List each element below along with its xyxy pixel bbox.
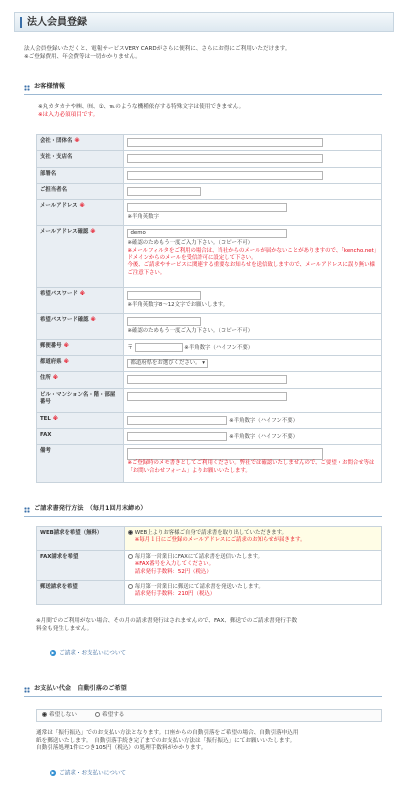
billing-fax-label: FAX請求を希望 [37, 551, 125, 581]
memo-warning: ※ご登録時のメモ書きとしてご利用ください。弊社では確認いたしませんので、ご要望・お問合せ等は「お問い合わせフォーム」よりお願いいたします。 [127, 460, 375, 474]
customer-form-table [36, 134, 382, 483]
customer-notes [38, 104, 244, 119]
billing-row-mail [37, 581, 382, 605]
password-confirm-hint: ※確認のためもう一度ご入力下さい。（コピー不可） [127, 328, 254, 335]
billing-mail-label: 郵送請求を希望 [37, 581, 125, 605]
password-label: 希望パスワード ※ [37, 288, 124, 314]
person-label: ご担当者名 [37, 183, 124, 199]
email-confirm-label: メールアドレス確認 ※ [37, 226, 124, 288]
email-confirm-hint: ※確認のためもう一度ご入力下さい。（コピー不可） [127, 240, 254, 247]
billing-info-link[interactable] [50, 650, 126, 658]
row-person [37, 183, 382, 199]
auto-debit-yes-radio[interactable] [95, 712, 100, 717]
billing-web-text: WEB上よりお客様ご自身で請求書を取り出していただきます。 [134, 530, 287, 536]
email-input[interactable] [127, 203, 287, 212]
payment-note-line-2: 紙を郵送いたします。 自動引落手続き完了までのお支払い方法は「振行振込」にてお願いいたします。 [36, 737, 296, 744]
row-building [37, 388, 382, 412]
password-confirm-input[interactable] [127, 317, 201, 326]
row-dept [37, 167, 382, 183]
payment-note [36, 730, 386, 753]
zip-prefix: 〒 [127, 345, 133, 352]
company-label: 会社・団体名 ※ [37, 135, 124, 151]
building-input[interactable] [127, 392, 287, 401]
required-note: ※は入力必須項目です。 [38, 111, 99, 118]
dot-grid-icon [24, 507, 30, 513]
customer-section-heading [24, 82, 382, 95]
tel-hint: ※半角数字（ハイフン不要） [229, 417, 298, 424]
intro-line-2: ※ご登録費用、年会費等は一切かかりません。 [24, 53, 141, 60]
row-email-confirm [37, 226, 382, 288]
intro-line-1: 法人会員登録いただくと、電報サービスVERY CARDがさらに便利に、さらにお得にご利用いただけます。 [24, 46, 291, 52]
billing-web-radio[interactable] [128, 530, 133, 535]
page-title: 法人会員登録 [27, 17, 87, 28]
customer-section-title: お客様情報 [34, 83, 65, 90]
page-title-bar [14, 12, 394, 32]
arrow-circle-icon: ▶ [51, 770, 55, 775]
billing-fax-text: 毎月第一営業日にFAXにて請求書を送信いたします。 [134, 554, 263, 560]
billing-mail-fee: 請求発行手数料：210円（税込） [134, 591, 216, 598]
payment-section-title: お支払い代金 自動引落のご希望 [34, 685, 127, 692]
fax-input[interactable] [127, 432, 227, 441]
password-input[interactable] [127, 291, 201, 300]
email-notice-warning: 今後、ご請求やサービスに関連する重要なお知らせを送信致しますので、メールアドレスに誤り無い様ご注意下さい。 [127, 262, 375, 276]
billing-note [36, 618, 386, 633]
prefecture-select[interactable]: 都道府県をお選びください。 ▾ [127, 359, 208, 368]
billing-web-note: ※毎月１日にご登録のメールアドレスにご請求のお知らせが届きます。 [134, 537, 306, 544]
billing-fax-fee: 請求発行手数料：52円（税込） [134, 568, 212, 575]
billing-mail-radio[interactable] [128, 584, 133, 589]
billing-web-label: WEB請求を希望（無料） [37, 527, 125, 551]
address-input[interactable] [127, 375, 287, 384]
billing-note-line-2: 料金も発生しません。 [36, 625, 93, 632]
tel-label: TEL ※ [37, 412, 124, 428]
row-fax [37, 429, 382, 445]
row-branch [37, 151, 382, 167]
arrow-circle-icon: ▶ [51, 650, 55, 655]
person-input[interactable] [127, 187, 201, 196]
zip-input[interactable] [135, 343, 183, 352]
address-label: 住所 ※ [37, 372, 124, 388]
fax-hint: ※半角数字（ハイフン不要） [229, 434, 298, 441]
tel-input[interactable] [127, 416, 227, 425]
auto-debit-no-option[interactable]: 希望しない [42, 712, 77, 720]
charset-note: ※丸カタカナや㈱、㈲、①、℡のような機種依存する特殊文字は使用できません。 [38, 104, 245, 110]
auto-debit-no-radio[interactable] [42, 712, 47, 717]
zip-label: 郵便番号 ※ [37, 340, 124, 356]
zip-hint: ※半角数字（ハイフン不要） [184, 345, 254, 352]
payment-info-link[interactable] [50, 770, 126, 778]
memo-label: 備考 [37, 445, 124, 483]
email-label: メールアドレス ※ [37, 200, 124, 226]
payment-note-line-3: 自動引落処理1件につき105円（税込）の処理手数料がかかります。 [36, 745, 207, 752]
fax-label: FAX [37, 429, 124, 445]
auto-debit-yes-option[interactable]: 希望する [95, 712, 124, 720]
billing-table [36, 526, 382, 605]
prefecture-label: 都道府県 ※ [37, 356, 124, 372]
dot-grid-icon [24, 687, 30, 693]
billing-section-title: ご請求書発行方法 （毎月1回月末締め） [34, 505, 147, 512]
company-input[interactable] [127, 138, 323, 147]
billing-fax-radio[interactable] [128, 554, 133, 559]
row-email [37, 200, 382, 226]
email-hint: ※半角英数字 [127, 214, 159, 221]
title-accent-bar [20, 17, 22, 28]
billing-section-heading [24, 504, 382, 517]
chevron-down-icon: ▾ [202, 360, 205, 367]
auto-debit-options [36, 709, 382, 722]
row-company [37, 135, 382, 151]
row-zip [37, 340, 382, 356]
row-password-confirm [37, 314, 382, 340]
dept-label: 部署名 [37, 167, 124, 183]
payment-section-heading [24, 684, 382, 697]
billing-note-line-1: ※月間でのご利用がない場合、その月の請求書発行はされませんので、FAX、郵送でのご請求書発行手数 [36, 618, 298, 624]
building-label: ビル・マンション名・階・部屋番号 [37, 388, 124, 412]
dept-input[interactable] [127, 171, 323, 180]
password-hint: ※半角英数字8～12文字でお願いします。 [127, 302, 229, 309]
payment-note-line-1: 通常は「振行振込」でのお支払い方法となります。口座からの自動引落をご希望の場合、自動引落申込用 [36, 730, 299, 736]
row-prefecture [37, 356, 382, 372]
billing-info-link-text: ご請求・お支払いについて [59, 650, 127, 657]
billing-fax-note: ※FAX番号を入力してください。 [134, 561, 214, 568]
branch-input[interactable] [127, 154, 323, 163]
billing-row-fax [37, 551, 382, 581]
row-memo [37, 445, 382, 483]
row-tel [37, 412, 382, 428]
intro-text [24, 46, 384, 61]
password-confirm-label: 希望パスワード確認 ※ [37, 314, 124, 340]
billing-row-web [37, 527, 382, 551]
payment-info-link-text: ご請求・お支払いについて [59, 770, 127, 777]
billing-mail-text: 毎月第一営業日に郵送にて請求書を発送いたします。 [134, 584, 264, 590]
branch-label: 支社・支店名 [37, 151, 124, 167]
email-filter-warning: ※メールフィルタをご利用の場合は、当社からのメールが届かないことがありますので、「kencho.net」ドメインからのメールを受信許可に設定して下さい。 [127, 247, 377, 262]
row-address [37, 372, 382, 388]
row-password [37, 288, 382, 314]
email-confirm-input[interactable]: demo [127, 229, 287, 238]
memo-textarea[interactable] [127, 448, 323, 460]
dot-grid-icon [24, 85, 30, 91]
